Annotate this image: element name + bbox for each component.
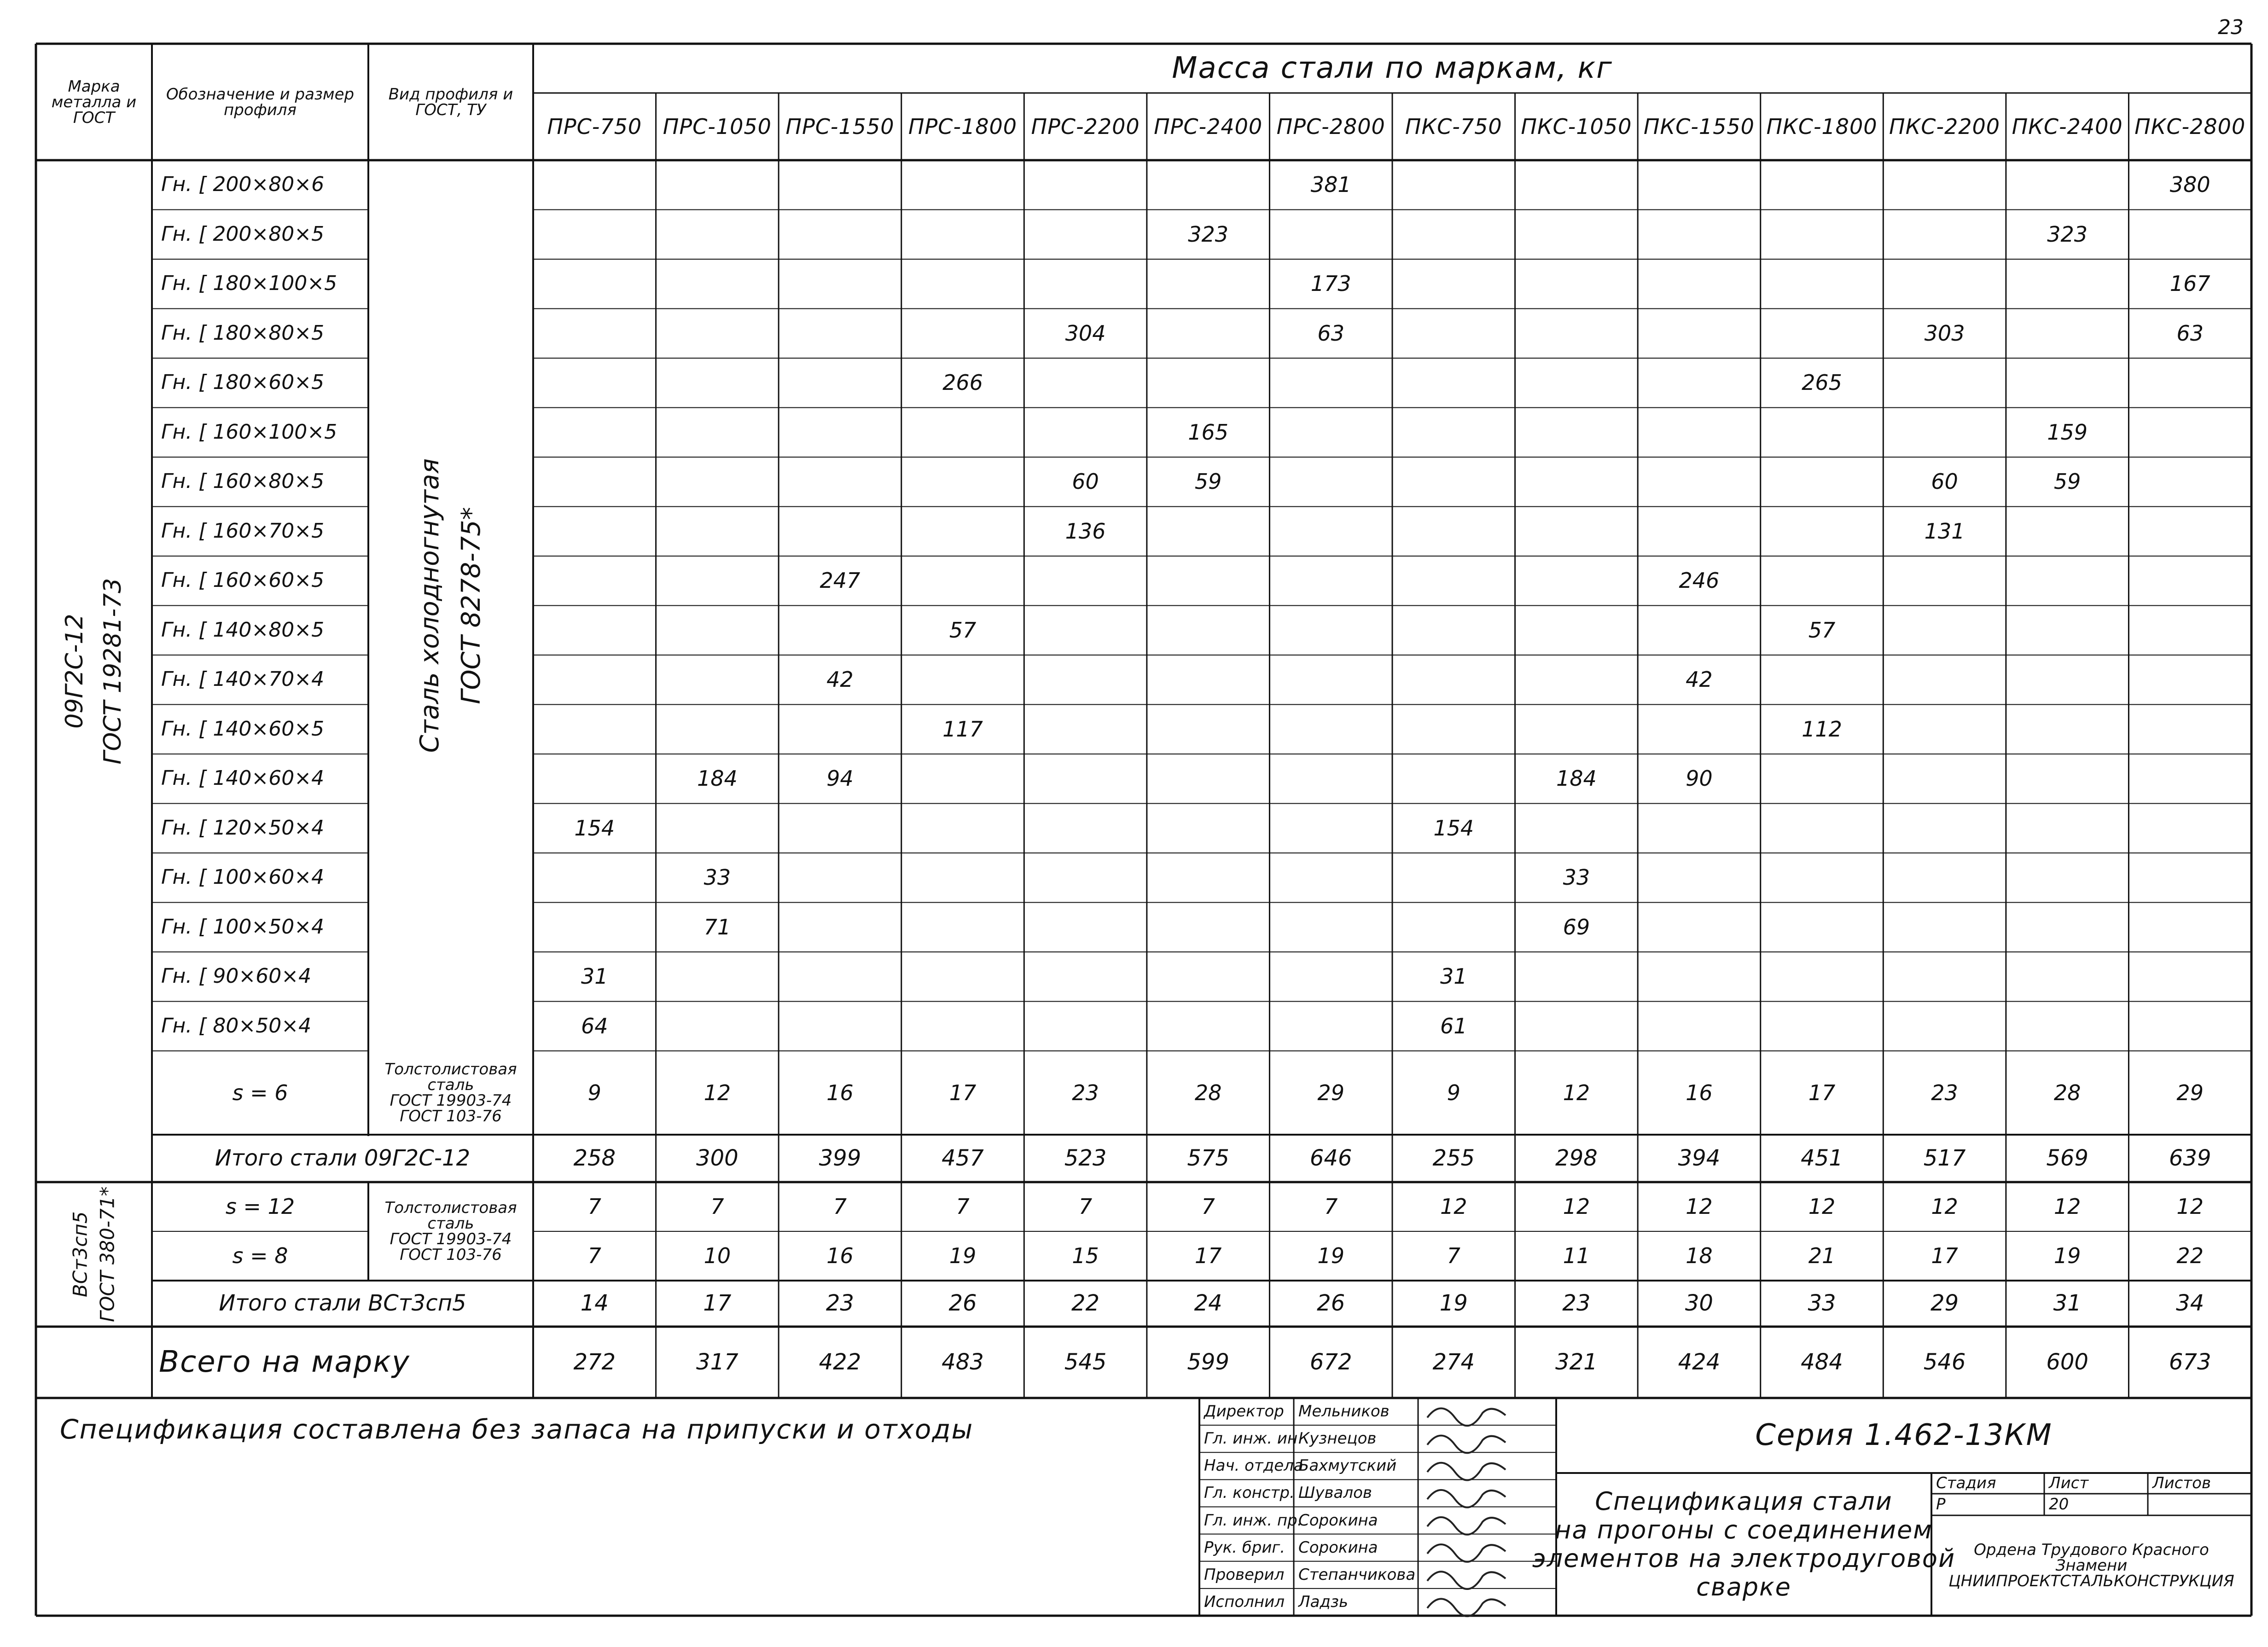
column-header: ПРС-2800 — [1276, 114, 1385, 139]
staff-name: Бахмутский — [1298, 1456, 1397, 1475]
mass-value: 7 — [956, 1194, 970, 1219]
mass-value: 19 — [949, 1243, 977, 1269]
mass-value: 61 — [1440, 1013, 1467, 1038]
column-header: ПКС-1050 — [1521, 114, 1632, 139]
total-value: 22 — [1071, 1290, 1100, 1316]
mass-value: 60 — [1931, 469, 1958, 494]
mass-value: 15 — [1072, 1243, 1099, 1269]
mass-value: 7 — [1324, 1194, 1338, 1219]
mass-value: 304 — [1065, 320, 1106, 346]
sheet-value: 20 — [2049, 1495, 2069, 1514]
total-value: 23 — [826, 1290, 854, 1316]
profile-label: Гн. [ 200×80×5 — [161, 222, 325, 246]
total-value: 26 — [948, 1290, 977, 1316]
mass-value: 17 — [1194, 1243, 1222, 1269]
total-value: 24 — [1194, 1290, 1222, 1316]
staff-role: Рук. бриг. — [1204, 1538, 1285, 1557]
stage-value: Р — [1936, 1495, 1946, 1514]
mass-value: 17 — [1808, 1080, 1836, 1105]
mass-value: 29 — [1317, 1080, 1344, 1105]
column-header: ПКС-2200 — [1889, 114, 2000, 139]
mass-value: 21 — [1808, 1243, 1836, 1269]
grand-total-value: 272 — [573, 1349, 616, 1375]
plate-type — [368, 1182, 533, 1281]
mass-value: 16 — [826, 1080, 854, 1105]
grade-name: 09Г2С-12 — [60, 614, 88, 729]
mass-value: 28 — [2053, 1080, 2081, 1105]
mass-value: 12 — [1686, 1194, 1713, 1219]
mass-value: 11 — [1563, 1243, 1590, 1269]
grand-total-value: 673 — [2169, 1349, 2211, 1375]
grand-total-value: 274 — [1432, 1349, 1475, 1375]
mass-value: 112 — [1802, 716, 1842, 742]
mass-value: 7 — [1447, 1243, 1460, 1269]
total-label: Итого стали 09Г2С-12 — [215, 1145, 471, 1171]
mass-value: 17 — [1931, 1243, 1958, 1269]
mass-value: 31 — [1440, 964, 1467, 989]
mass-value: 33 — [704, 865, 731, 890]
total-value: 33 — [1808, 1290, 1836, 1316]
grade-group2 — [36, 1182, 152, 1327]
plate-type-line: Толстолистовая — [384, 1199, 517, 1217]
signature-mark — [1427, 1490, 1506, 1508]
mass-value: 154 — [574, 815, 615, 841]
total-value: 523 — [1064, 1145, 1107, 1171]
header-profile: Обозначение и размер профиля — [166, 85, 355, 119]
staff-role: Гл. констр. — [1204, 1484, 1295, 1502]
profile-label: Гн. [ 160×70×5 — [161, 519, 325, 543]
mass-value: 167 — [2169, 271, 2210, 296]
mass-value: 12 — [1440, 1194, 1467, 1219]
plate-thickness: s = 8 — [232, 1243, 288, 1269]
mass-value: 29 — [2176, 1080, 2204, 1105]
total-value: 23 — [1562, 1290, 1591, 1316]
doc-title — [1532, 1473, 1956, 1616]
mass-value: 71 — [704, 914, 731, 939]
staff-name: Степанчикова — [1298, 1565, 1416, 1584]
doc-title-line: сварке — [1696, 1572, 1791, 1602]
mass-value: 184 — [697, 766, 738, 791]
total-value: 30 — [1685, 1290, 1713, 1316]
doc-title-line: Спецификация стали — [1595, 1486, 1893, 1516]
grand-total-value: 600 — [2046, 1349, 2088, 1375]
grand-total-value: 672 — [1309, 1349, 1352, 1375]
signature-mark — [1427, 1599, 1506, 1616]
profile-label: Гн. [ 200×80×6 — [161, 173, 325, 197]
profile-label: Гн. [ 160×100×5 — [161, 420, 337, 444]
staff-role: Гл. инж. ин — [1204, 1429, 1298, 1448]
mass-value: 64 — [581, 1013, 608, 1038]
total-value: 14 — [580, 1290, 609, 1316]
grand-total-value: 422 — [819, 1349, 861, 1375]
grand-total-value: 546 — [1923, 1349, 1966, 1375]
mass-value: 31 — [581, 964, 608, 989]
column-header: ПРС-2200 — [1031, 114, 1140, 139]
organization-line: Ордена Трудового Красного — [1974, 1541, 2209, 1559]
mass-value: 63 — [2176, 320, 2204, 346]
staff-role: Исполнил — [1204, 1592, 1285, 1611]
total-value: 639 — [2169, 1145, 2211, 1171]
signature-mark — [1427, 1409, 1506, 1426]
total-value: 394 — [1678, 1145, 1721, 1171]
grand-total-value: 317 — [696, 1349, 739, 1375]
total-value: 29 — [1931, 1290, 1959, 1316]
staff-name: Ладзь — [1298, 1592, 1349, 1611]
mass-value: 165 — [1188, 419, 1229, 445]
mass-value: 9 — [587, 1080, 601, 1105]
column-header: ПКС-2800 — [2134, 114, 2246, 139]
total-value: 34 — [2176, 1290, 2204, 1316]
type-group1 — [368, 160, 533, 1051]
profile-label: Гн. [ 100×50×4 — [161, 915, 325, 939]
grand-total-value: 599 — [1187, 1349, 1229, 1375]
total-value: 258 — [573, 1145, 616, 1171]
mass-value: 12 — [1563, 1080, 1590, 1105]
staff-name: Кузнецов — [1298, 1429, 1377, 1448]
total-value: 399 — [819, 1145, 861, 1171]
stage-label: Стадия — [1936, 1473, 1996, 1492]
profile-label: Гн. [ 80×50×4 — [161, 1014, 312, 1038]
mass-value: 265 — [1802, 370, 1842, 395]
mass-value: 57 — [1808, 617, 1836, 643]
mass-value: 33 — [1563, 865, 1590, 890]
mass-value: 9 — [1447, 1080, 1460, 1105]
mass-value: 184 — [1556, 766, 1597, 791]
mass-value: 12 — [1563, 1194, 1590, 1219]
plate-type-line: Толстолистовая — [384, 1060, 517, 1079]
mass-value: 159 — [2047, 419, 2088, 445]
profile-label: Гн. [ 180×80×5 — [161, 321, 325, 345]
mass-value: 60 — [1072, 469, 1099, 494]
mass-value: 380 — [2169, 172, 2210, 197]
total-value: 457 — [942, 1145, 984, 1171]
column-header: ПКС-750 — [1405, 114, 1502, 139]
grand-total-value: 483 — [942, 1349, 984, 1375]
mass-value: 94 — [826, 766, 854, 791]
grade-name: ВСт3сп5 — [69, 1211, 92, 1298]
column-header: ПРС-1050 — [663, 114, 772, 139]
signature-mark — [1427, 1436, 1506, 1453]
grand-total-value: 424 — [1678, 1349, 1721, 1375]
profile-label: Гн. [ 180×60×5 — [161, 371, 325, 394]
profile-label: Гн. [ 100×60×4 — [161, 865, 325, 889]
sheets-label: Листов — [2152, 1473, 2211, 1492]
mass-value: 173 — [1310, 271, 1351, 296]
plate-type-line: сталь — [427, 1214, 474, 1233]
total-value: 569 — [2046, 1145, 2088, 1171]
mass-value: 12 — [2176, 1194, 2204, 1219]
total-value: 19 — [1439, 1290, 1468, 1316]
mass-value: 7 — [833, 1194, 847, 1219]
mass-value: 7 — [710, 1194, 724, 1219]
organization-line: ЦНИИПРОЕКТСТАЛЬКОНСТРУКЦИЯ — [1948, 1572, 2234, 1590]
mass-value: 19 — [2053, 1243, 2081, 1269]
staff-role: Проверил — [1204, 1565, 1285, 1584]
sheet-label: Лист — [2049, 1473, 2089, 1492]
organization — [1931, 1515, 2251, 1616]
signature-mark — [1427, 1544, 1506, 1562]
column-header: ПРС-750 — [547, 114, 642, 139]
mass-value: 12 — [2053, 1194, 2081, 1219]
total-value: 517 — [1923, 1145, 1966, 1171]
mass-value: 246 — [1679, 568, 1720, 593]
mass-value: 42 — [1686, 667, 1713, 692]
mass-value: 266 — [942, 370, 983, 395]
mass-value: 247 — [820, 568, 861, 593]
header-mass-title: Масса стали по маркам, кг — [1172, 51, 1613, 85]
plate-type-line: ГОСТ 103-76 — [400, 1246, 502, 1264]
staff-role: Нач. отдела — [1204, 1456, 1303, 1475]
header-grade: Марка металла и ГОСТ — [51, 77, 137, 127]
grade-group1 — [36, 160, 152, 1182]
mass-value: 381 — [1310, 172, 1351, 197]
profile-label: Гн. [ 90×60×4 — [161, 964, 312, 988]
column-header: ПКС-1800 — [1766, 114, 1878, 139]
grade-gost: ГОСТ 380-71* — [96, 1186, 118, 1322]
doc-title-line: на прогоны с соединением — [1555, 1515, 1933, 1544]
mass-value: 69 — [1563, 914, 1590, 939]
column-header: ПРС-2400 — [1154, 114, 1263, 139]
column-header: ПКС-2400 — [2012, 114, 2123, 139]
plate-thickness: s = 12 — [225, 1194, 295, 1219]
total-value: 31 — [2053, 1290, 2082, 1316]
profile-label: Гн. [ 160×60×5 — [161, 568, 325, 592]
column-header: ПКС-1550 — [1643, 114, 1755, 139]
total-value: 26 — [1317, 1290, 1345, 1316]
mass-value: 22 — [2176, 1243, 2204, 1269]
header-type: Вид профиля и ГОСТ, ТУ — [388, 85, 513, 119]
mass-value: 19 — [1317, 1243, 1344, 1269]
signature-mark — [1427, 1463, 1506, 1480]
grand-total-value: 321 — [1555, 1349, 1598, 1375]
profile-label: Гн. [ 140×80×5 — [161, 618, 325, 642]
profile-label: Гн. [ 140×70×4 — [161, 667, 325, 691]
mass-value: 59 — [2053, 469, 2081, 494]
mass-value: 7 — [587, 1194, 601, 1219]
staff-name: Мельников — [1298, 1402, 1390, 1421]
column-header: ПРС-1800 — [908, 114, 1018, 139]
mass-value: 16 — [1686, 1080, 1713, 1105]
series-label: Серия 1.462-13КМ — [1755, 1418, 2053, 1452]
profile-label: Гн. [ 160×80×5 — [161, 470, 325, 493]
grand-total-label: Всего на марку — [159, 1345, 410, 1379]
total-value: 646 — [1309, 1145, 1352, 1171]
profile-label: Гн. [ 140×60×5 — [161, 717, 325, 741]
mass-value: 117 — [942, 716, 983, 742]
total-value: 298 — [1555, 1145, 1598, 1171]
mass-value: 136 — [1065, 518, 1106, 544]
mass-value: 16 — [826, 1243, 854, 1269]
mass-value: 7 — [587, 1243, 601, 1269]
plate-type-line: сталь — [427, 1076, 474, 1094]
mass-value: 57 — [949, 617, 977, 643]
grade-group1-text — [56, 578, 132, 765]
column-header: ПРС-1550 — [785, 114, 895, 139]
specification-note: Спецификация составлена без запаса на припуски и отходы — [60, 1413, 974, 1445]
mass-value: 303 — [1924, 320, 1965, 346]
plate-thickness: s = 6 — [232, 1080, 288, 1105]
mass-value: 12 — [1931, 1194, 1958, 1219]
staff-role: Директор — [1204, 1402, 1284, 1421]
plate-type — [368, 1051, 533, 1135]
total-value: 17 — [703, 1290, 732, 1316]
signature-mark — [1427, 1517, 1506, 1535]
signature-mark — [1427, 1572, 1506, 1589]
mass-value: 323 — [2047, 221, 2088, 247]
type-group1-text — [409, 458, 492, 753]
mass-value: 12 — [704, 1080, 731, 1105]
mass-value: 23 — [1931, 1080, 1958, 1105]
mass-value: 12 — [1808, 1194, 1836, 1219]
mass-value: 42 — [826, 667, 854, 692]
type-line2: ГОСТ 8278-75* — [456, 507, 486, 704]
sheet-corner-number: 23 — [2218, 15, 2244, 39]
total-value: 575 — [1187, 1145, 1229, 1171]
mass-value: 59 — [1194, 469, 1222, 494]
total-value: 300 — [696, 1145, 739, 1171]
profile-label: Гн. [ 140×60×4 — [161, 766, 325, 790]
mass-value: 7 — [1078, 1194, 1093, 1219]
profile-label: Гн. [ 180×100×5 — [161, 272, 337, 296]
mass-value: 63 — [1317, 320, 1344, 346]
mass-value: 7 — [1201, 1194, 1215, 1219]
type-line1: Сталь холодногнутая — [415, 458, 445, 753]
grand-total-value: 545 — [1064, 1349, 1107, 1375]
plate-type-line: ГОСТ 103-76 — [400, 1107, 502, 1125]
mass-value: 23 — [1072, 1080, 1099, 1105]
mass-value: 17 — [949, 1080, 977, 1105]
mass-value: 10 — [704, 1243, 731, 1269]
mass-value: 154 — [1433, 815, 1474, 841]
staff-role: Гл. инж. пр. — [1204, 1511, 1303, 1530]
mass-value: 90 — [1686, 766, 1713, 791]
total-value: 255 — [1432, 1145, 1475, 1171]
profile-label: Гн. [ 120×50×4 — [161, 816, 325, 840]
plate-type-line: ГОСТ 19903-74 — [390, 1091, 512, 1110]
mass-value: 323 — [1188, 221, 1229, 247]
doc-title-line: элементов на электродуговой — [1532, 1544, 1956, 1573]
mass-value: 18 — [1686, 1243, 1713, 1269]
staff-name: Шувалов — [1298, 1484, 1372, 1502]
grade-group2-text — [67, 1187, 121, 1322]
mass-value: 28 — [1194, 1080, 1222, 1105]
grade-gost: ГОСТ 19281-73 — [99, 578, 127, 765]
mass-value: 131 — [1924, 518, 1965, 544]
organization-line: Знамени — [2055, 1556, 2128, 1575]
staff-name: Сорокина — [1298, 1538, 1378, 1557]
grand-total-value: 484 — [1801, 1349, 1843, 1375]
plate-type-line: ГОСТ 19903-74 — [390, 1230, 512, 1248]
staff-name: Сорокина — [1298, 1511, 1378, 1530]
total-value: 451 — [1801, 1145, 1843, 1171]
total-label: Итого стали ВСт3сп5 — [219, 1290, 466, 1316]
